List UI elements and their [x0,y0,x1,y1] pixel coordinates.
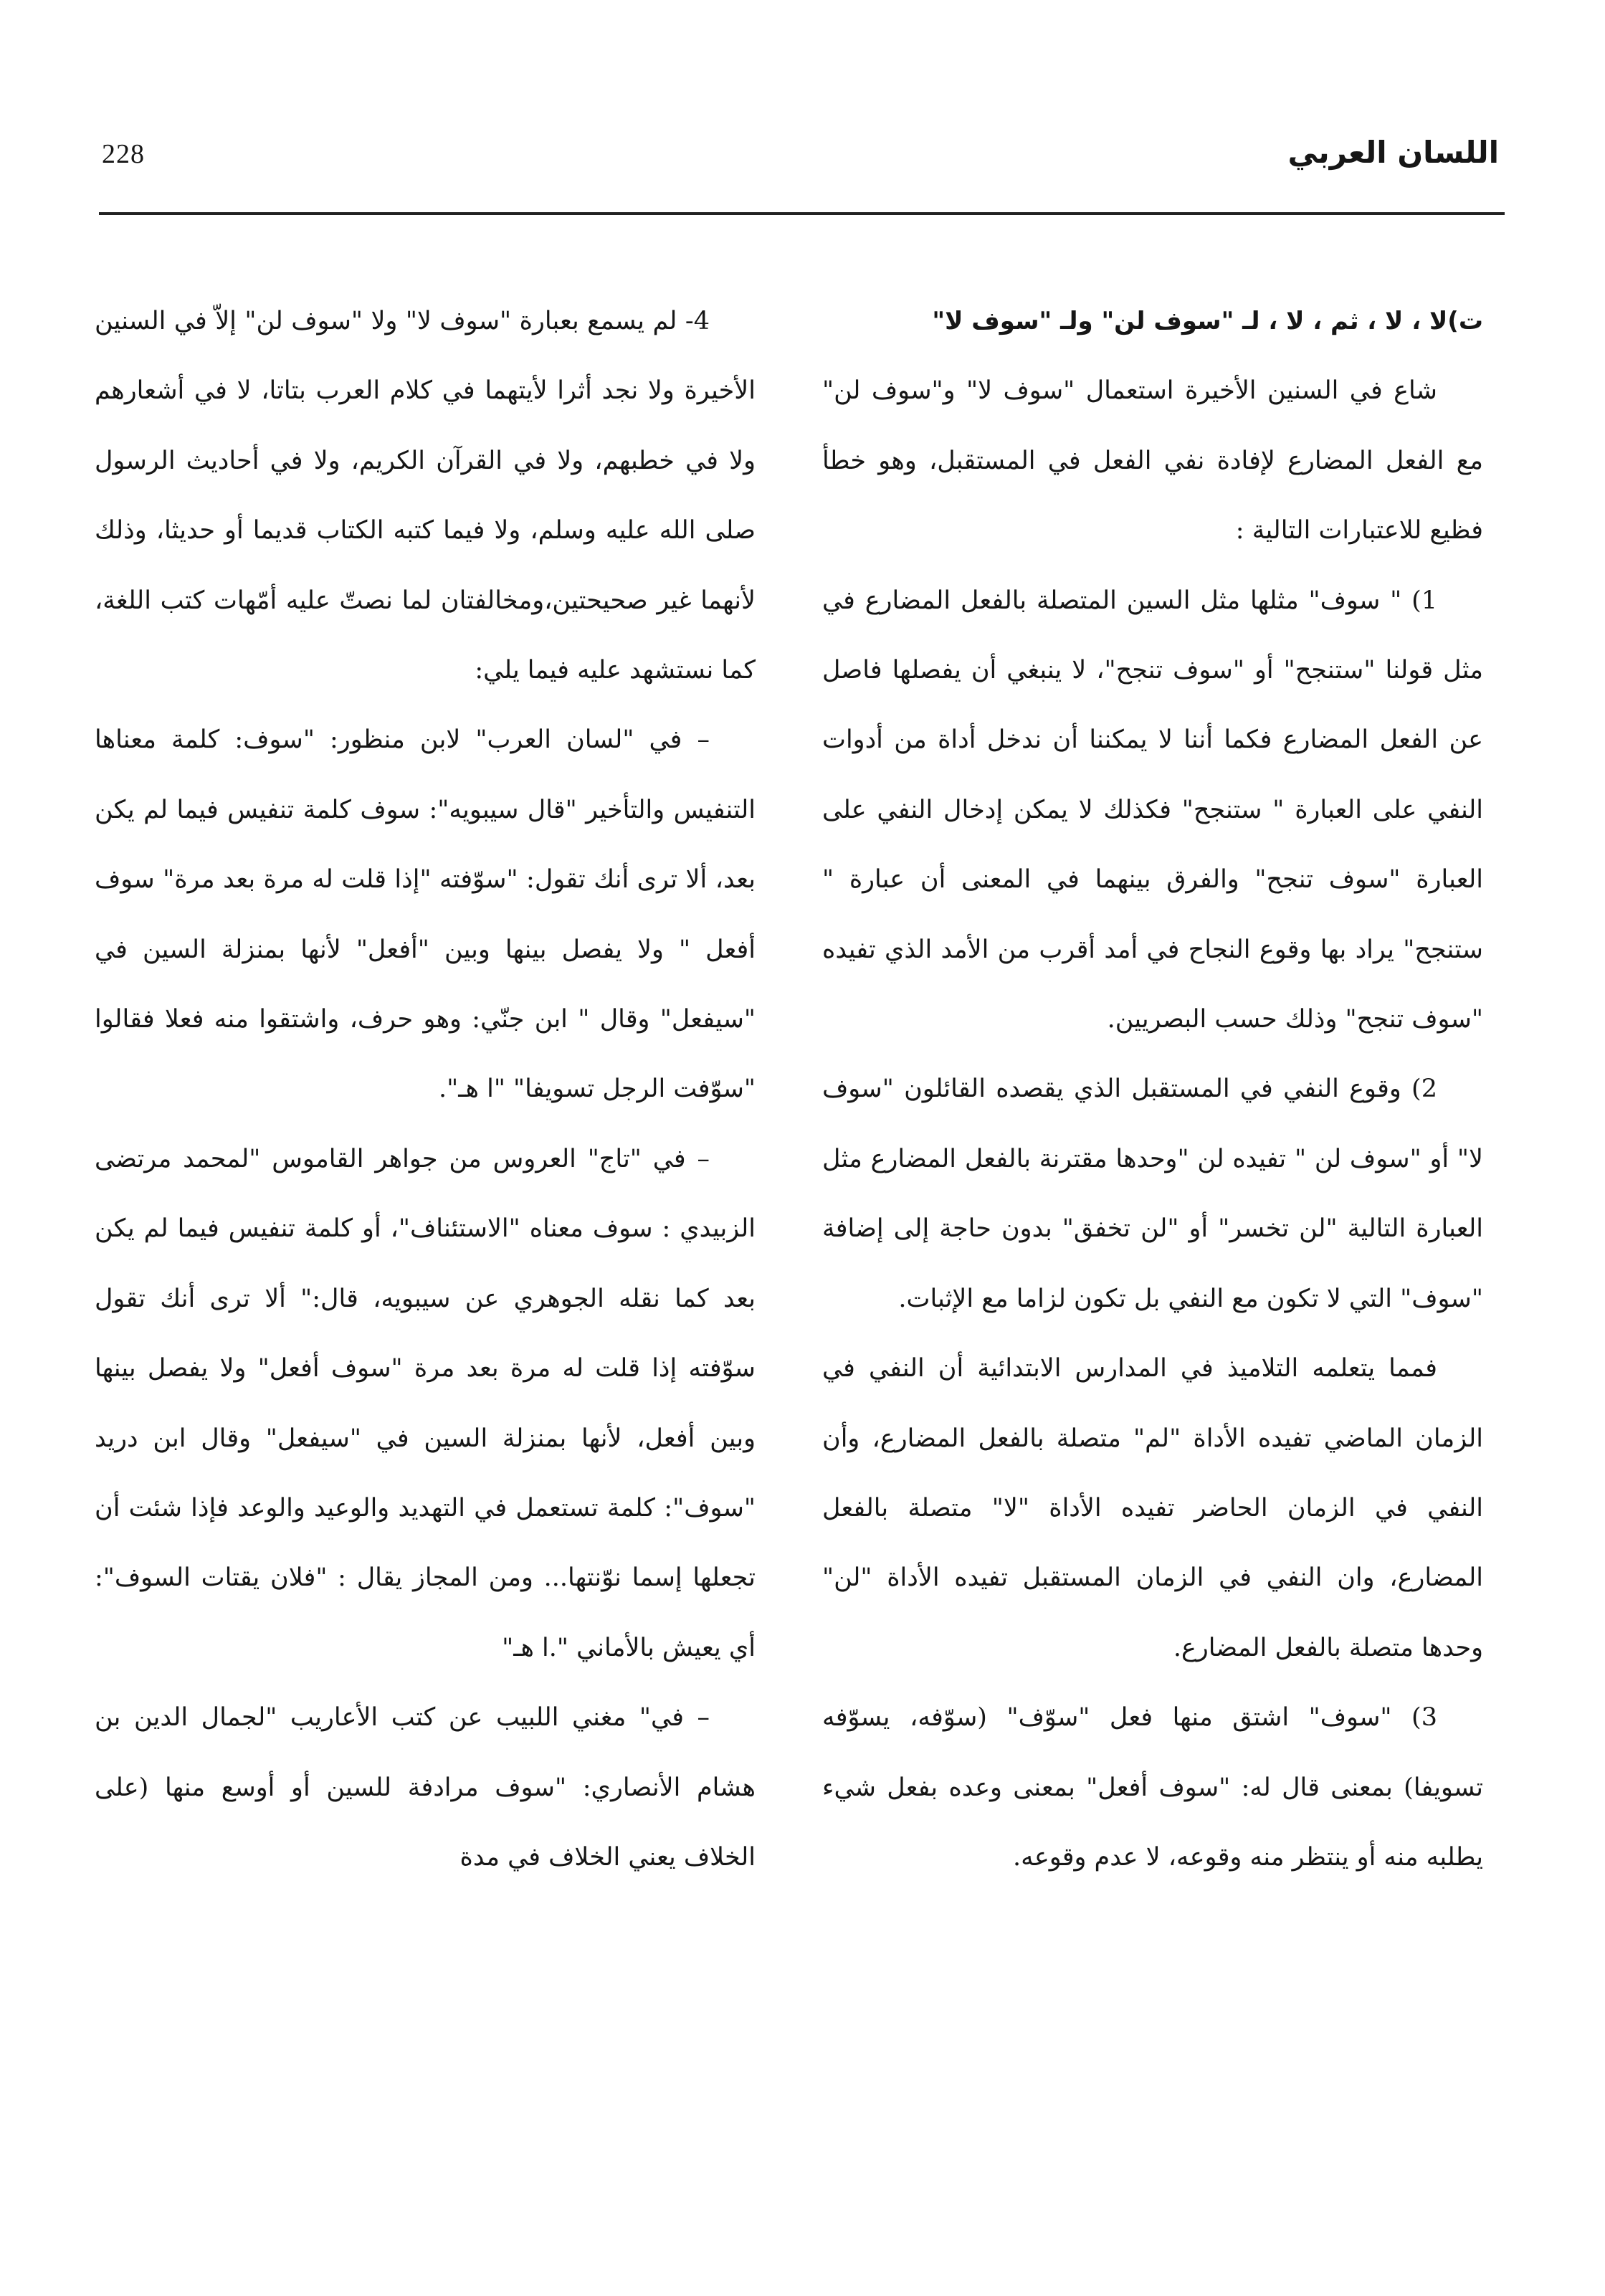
section-heading: ت)لا ، لا ، ثم ، لا ، لـ "سوف لن" ولـ "سوف لا" [932,307,1483,335]
paragraph: 4- لم يسمع بعبارة "سوف لا" ولا "سوف لن" إلاّ في السنين الأخيرة ولا نجد أثرا لأيتهما في كلام العرب بتاتا، لا في أشعارهم ولا في خطبهم، ولا في القرآن الكريم، ولا في أحاديث الرسول صلى الله عليه وسلم، ولا فيما كتبه الكتاب قديما أو حديثا، وذلك لأنهما غير صحيحتين،ومخالفتان لما نصتّ عليه أمّهات كتب اللغة، كما نستشهد عليه فيما يلي: [95,307,756,685]
left-column [95,287,756,1892]
paragraph: 2) وقوع النفي في المستقبل الذي يقصده القائلون "سوف لا" أو "سوف لن " تفيده لن "وحدها مقترنة بالفعل المضارع مثل العبارة التالية "لن تخسر" أو "لن تخفق" بدون حاجة إلى إضافة "سوف" التي لا تكون مع النفي بل تكون لزاما مع الإثبات. [822,1075,1483,1313]
paragraph: – في "تاج" العروس من جواهر القاموس "لمحمد مرتضى الزبيدي : سوف معناه "الاستئناف"، أو كلمة تنفيس فيما لم يكن بعد كما نقله الجوهري عن سيبويه، قال:" ألا ترى أنك تقول سوّفته إذا قلت له مرة بعد مرة "سوف أفعل" ولا يفصل بينها وبين أفعل، لأنها بمنزلة السين في "سيفعل" وقال ابن دريد "سوف": كلمة تستعمل في التهديد والوعيد والوعد فإذا شئت أن تجعلها إسما نوّنتها... ومن المجاز يقال : "فلان يقتات السوف": أي يعيش بالأماني ".ا هـ" [95,1144,756,1662]
paragraph: 1) " سوف" مثلها مثل السين المتصلة بالفعل المضارع في مثل قولنا "ستنجح" أو "سوف تنجح"، لا ينبغي أن يفصلها فاصل عن الفعل المضارع فكما أننا لا يمكننا أن ندخل أداة من أدوات النفي على العبارة " ستنجح" فكذلك لا يمكن إدخال النفي على العبارة "سوف تنجح" والفرق بينهما في المعنى أن عبارة " ستنجح" يراد بها وقوع النجاح في أمد أقرب من الأمد الذي تفيده "سوف تنجح" وذلك حسب البصريين. [822,586,1483,1034]
journal-name-header: اللسان العربي [1287,135,1499,170]
paragraph: فمما يتعلمه التلاميذ في المدارس الابتدائية أن النفي في الزمان الماضي تفيده الأداة "لم" متصلة بالفعل المضارع، وأن النفي في الزمان الحاضر تفيده الأداة "لا" متصلة بالفعل المضارع، وان النفي في الزمان المستقبل تفيده الأداة "لن" وحدها متصلة بالفعل المضارع. [822,1354,1483,1662]
paragraph: – في" مغني اللبيب عن كتب الأعاريب "لجمال الدين بن هشام الأنصاري: "سوف مرادفة للسين أو أوسع منها (على الخلاف يعني الخلاف في مدة [95,1703,756,1872]
page-number: 228 [102,139,145,169]
paragraph: 3) "سوف" اشتق منها فعل "سوّف" (سوّفه، يسوّفه تسويفا) بمعنى قال له: "سوف أفعل" بمعنى وعده بفعل شيء يطلبه منه أو ينتظر منه وقوعه، لا عدم وقوعه. [822,1703,1483,1872]
paragraph: – في "لسان العرب" لابن منظور: "سوف: كلمة معناها التنفيس والتأخير "قال سيبويه": سوف كلمة تنفيس فيما لم يكن بعد، ألا ترى أنك تقول: "سوّفته "إذا قلت له مرة بعد مرة" سوف أفعل " ولا يفصل بينها وبين "أفعل" لأنها بمنزلة السين في "سيفعل" وقال " ابن جنّي: وهو حرف، واشتقوا منه فعلا فقالوا "سوّفت الرجل تسويفا" "ا هـ". [95,725,756,1104]
paragraph: شاع في السنين الأخيرة استعمال "سوف لا" و"سوف لن" مع الفعل المضارع لإفادة نفي الفعل في المستقبل، وهو خطأ فظيع للاعتبارات التالية : [822,376,1483,546]
right-column [822,287,1483,1892]
header-divider [99,212,1505,215]
